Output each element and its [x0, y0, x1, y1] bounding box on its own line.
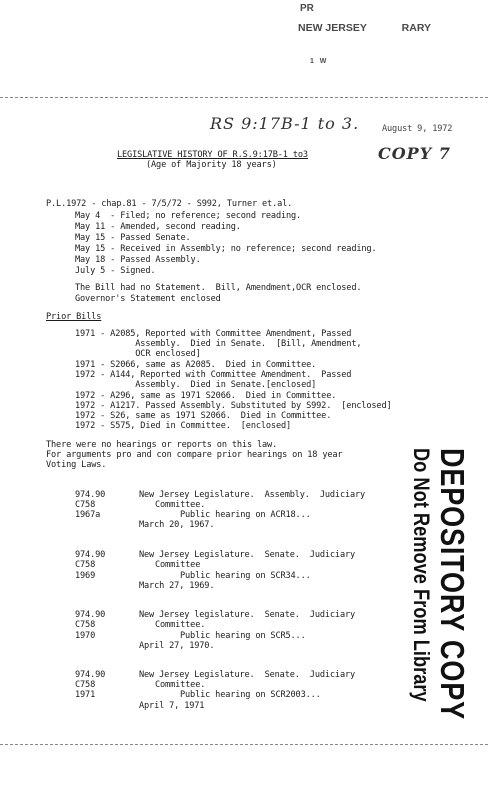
call-number: C758	[75, 560, 96, 570]
hearings-note-line: Voting Laws.	[46, 460, 107, 470]
prior-bill-line: 1971 - S2066, same as A2085. Died in Committee.	[75, 360, 317, 370]
hearing-committee: Committee	[155, 560, 201, 570]
hearing-committee: Committee.	[155, 680, 206, 690]
public-law-line: P.L.1972 - chap.81 - 7/5/72 - S992, Turner et.al.	[46, 199, 293, 209]
hearing-body: New Jersey Legislature. Senate. Judiciary	[139, 550, 356, 560]
prior-bill-line: 1971 - A2085, Reported with Committee Amendment, Passed	[75, 329, 352, 339]
prior-bill-line: 1972 - A144, Reported with Committee Amendment. Passed	[75, 370, 352, 380]
library-stamp-line2: NEW JERSEY RARY	[298, 22, 432, 34]
call-number: 1971	[75, 690, 96, 700]
hearings-note-line: There were no hearings or reports on this law.	[46, 440, 278, 450]
call-number: C758	[75, 680, 96, 690]
hearing-body: New Jersey legislature. Senate. Judiciary	[139, 610, 356, 620]
call-number: C758	[75, 620, 96, 630]
history-item: May 18 - Passed Assembly.	[75, 255, 201, 265]
governor-statement-note: Governor's Statement enclosed	[75, 294, 221, 304]
copy-mark: COPY 7	[378, 144, 451, 163]
call-number: 974.90	[75, 550, 106, 560]
hearings-note-line: For arguments pro and con compare prior hearings on 18 year	[46, 450, 343, 460]
depository-stamp-subtitle: Do Not Remove From Library	[409, 448, 434, 702]
prior-bill-line: OCR enclosed]	[75, 349, 201, 359]
call-number: C758	[75, 500, 96, 510]
history-item: May 15 - Passed Senate.	[75, 233, 191, 243]
call-number: 1967a	[75, 510, 101, 520]
document-date: August 9, 1972	[382, 124, 453, 134]
history-item: July 5 - Signed.	[75, 266, 156, 276]
prior-bill-line: 1972 - S26, same as 1971 S2066. Died in Committee.	[75, 411, 332, 421]
top-divider	[0, 97, 488, 98]
hearing-date: April 27, 1970.	[139, 641, 215, 651]
statement-note: The Bill had no Statement. Bill, Amendment,OCR enclosed.	[75, 283, 362, 293]
hearing-title: Public hearing on SCR34...	[180, 571, 311, 581]
hearing-title: Public hearing on SCR5...	[180, 631, 306, 641]
hearing-title: Public hearing on SCR2003...	[180, 690, 321, 700]
call-number: 974.90	[75, 490, 106, 500]
depository-copy-stamp	[409, 448, 469, 808]
hearing-body: New Jersey Legislature. Assembly. Judiciary	[139, 490, 366, 500]
library-stamp-line4	[338, 72, 348, 78]
hearing-date: March 27, 1969.	[139, 581, 215, 591]
prior-bill-line: 1972 - A1217. Passed Assembly. Substituted by S992. [enclosed]	[75, 401, 392, 411]
handwritten-reference: RS 9:17B-1 to 3.	[210, 114, 360, 133]
library-stamp-line3: 1 W	[310, 58, 327, 65]
history-item: May 4 - Filed; no reference; second reading.	[75, 211, 302, 221]
prior-bill-line: Assembly. Died in Senate.[enclosed]	[75, 380, 317, 390]
call-number: 974.90	[75, 670, 106, 680]
hearing-committee: Committee.	[155, 620, 206, 630]
hearing-date: April 7, 1971	[139, 701, 205, 711]
prior-bills-heading: Prior Bills	[46, 312, 102, 322]
hearing-body: New Jersey Legislature. Senate. Judiciary	[139, 670, 356, 680]
hearing-title: Public hearing on ACR18...	[180, 510, 311, 520]
prior-bill-line: 1972 - S575, Died in Committee. [enclosed]	[75, 421, 292, 431]
prior-bill-line: 1972 - A296, same as 1971 S2066. Died in Committee.	[75, 391, 337, 401]
prior-bill-line: Assembly. Died in Senate. [Bill, Amendment,	[75, 339, 362, 349]
history-item: May 11 - Amended, second reading.	[75, 222, 241, 232]
document-subtitle: (Age of Majority 18 years)	[146, 160, 277, 170]
history-item: May 15 - Received in Assembly; no reference; second reading.	[75, 244, 377, 254]
depository-stamp-title: DEPOSITORY COPY	[434, 448, 471, 720]
library-stamp-line1: PR	[300, 3, 323, 14]
call-number: 1969	[75, 571, 96, 581]
hearing-committee: Committee.	[155, 500, 206, 510]
document-title: LEGISLATIVE HISTORY OF R.S.9:17B-1 to3	[117, 150, 308, 160]
call-number: 974.90	[75, 610, 106, 620]
hearing-date: March 20, 1967.	[139, 520, 215, 530]
call-number: 1970	[75, 631, 96, 641]
